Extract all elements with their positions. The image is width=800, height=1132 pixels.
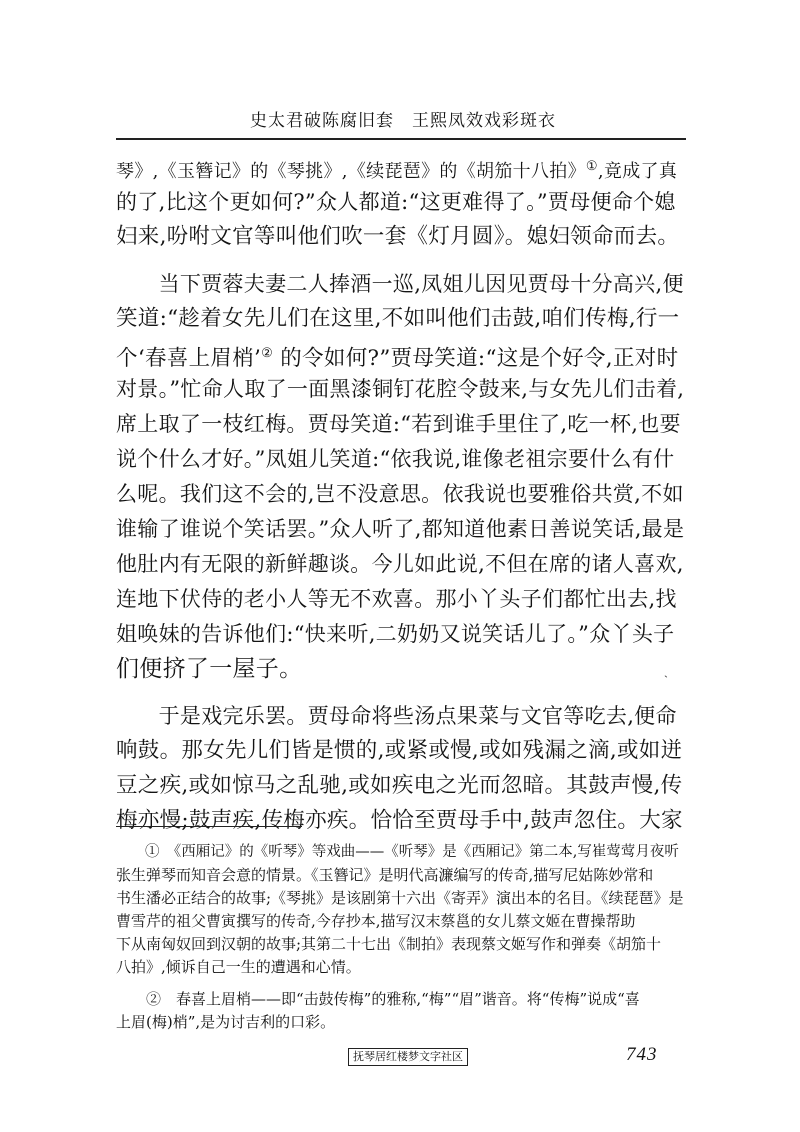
- footnote-marker: ②: [261, 346, 274, 361]
- body-line: 豆之疾,或如惊马之乱驰,或如疾电之光而忽暗。其鼓声慢,传: [116, 773, 683, 798]
- body-line: 当下贾蓉夫妻二人捧酒一巡,凤姐儿因见贾母十分高兴,便: [116, 272, 684, 296]
- body-line: 笑道:“趁着女先儿们在这里,不如叫他们击鼓,咱们传梅,行一: [116, 306, 680, 331]
- footnote-line: 八拍》,倾诉自己一生的遭遇和心情。: [116, 958, 361, 976]
- footnote-line: ① 《西厢记》的《听琴》等戏曲——《听琴》是《西厢记》第二本,写崔莺莺月夜听: [116, 844, 679, 860]
- body-line: 于是戏完乐罢。贾母命将些汤点果菜与文官等吃去,便命: [116, 704, 677, 728]
- body-line: 们便挤了一屋子。: [116, 656, 303, 682]
- footnote-line: 书生潘必正结合的故事;《琴挑》是该剧第十六出《寄弄》演出本的名目。《续琵琶》是: [116, 889, 684, 907]
- footnote-line: 下从南匈奴回到汉朝的故事;其第二十七出《制拍》表现蔡文姬写作和弹奏《胡笳十: [116, 935, 662, 953]
- header-rule: [116, 138, 686, 140]
- footnote-line: ② 春喜上眉梢——即“击鼓传梅”的雅称,“梅”“眉”谐音。将“传梅”说成“喜: [116, 990, 640, 1008]
- body-line: 姐唤妹的告诉他们:“快来听,二奶奶又说笑话儿了。”众丫头子: [116, 622, 675, 646]
- body-line: 个‘春喜上眉梢’② 的令如何?”贾母笑道:“这是个好令,正对时: [116, 346, 679, 372]
- running-header: 史太君破陈腐旧套 王熙凤效戏彩斑衣: [250, 111, 556, 131]
- footnote-marker: ①: [585, 159, 598, 174]
- body-line: 说个什么才好。”凤姐儿笑道:“依我说,谁像老祖宗要什么有什: [116, 447, 675, 471]
- body-line: 妇来,吩咐文官等叫他们吹一套《灯月圆》。媳妇领命而去。: [116, 224, 680, 249]
- body-line: 对景。”忙命人取了一面黑漆铜钉花腔令鼓来,与女先儿们击着,: [116, 377, 685, 401]
- community-stamp: 抚琴居红楼梦文字社区: [348, 1048, 468, 1066]
- body-line: 席上取了一枝红梅。贾母笑道:“若到谁手里住了,吃一杯,也要: [116, 412, 681, 436]
- body-line: 梅亦慢;鼓声疾,传梅亦疾。恰恰至贾母手中,鼓声忽住。大家: [116, 808, 683, 833]
- scan-speck: ˎ: [664, 664, 668, 678]
- body-line: 他肚内有无限的新鲜趣谈。今儿如此说,不但在席的诸人喜欢,: [116, 552, 684, 576]
- footnote-line: 张生弹琴而知音会意的情景。《玉簪记》是明代高濂编写的传奇,描写尼姑陈妙常和: [116, 866, 654, 884]
- body-line: 连地下伏侍的老小人等无不欢喜。那小丫头子们都忙出去,找: [116, 587, 677, 611]
- body-line: 响鼓。那女先儿们皆是惯的,或紧或慢,或如残漏之滴,或如迸: [116, 738, 683, 763]
- body-line: 的了,比这个更如何?”众人都道:“这更难得了。”贾母便命个媳: [116, 190, 676, 214]
- page-number: 743: [626, 1044, 658, 1065]
- footnote-line: 上眉(梅)梢”,是为讨吉利的口彩。: [116, 1013, 336, 1031]
- body-line: 谁输了谁说个笑话罢。”众人听了,都知道他素日善说笑话,最是: [116, 517, 685, 541]
- footnote-line: 曹雪芹的祖父曹寅撰写的传奇,今存抄本,描写汉末蔡邕的女儿蔡文姬在曹操帮助: [116, 912, 636, 930]
- body-line: 么呢。我们这不会的,岂不没意思。依我说也要雅俗共赏,不如: [116, 482, 684, 506]
- body-line: 琴》,《玉簪记》的《琴挑》,《续琵琶》的《胡笳十八拍》①,竟成了真: [116, 159, 678, 182]
- footnote-rule: [116, 826, 302, 827]
